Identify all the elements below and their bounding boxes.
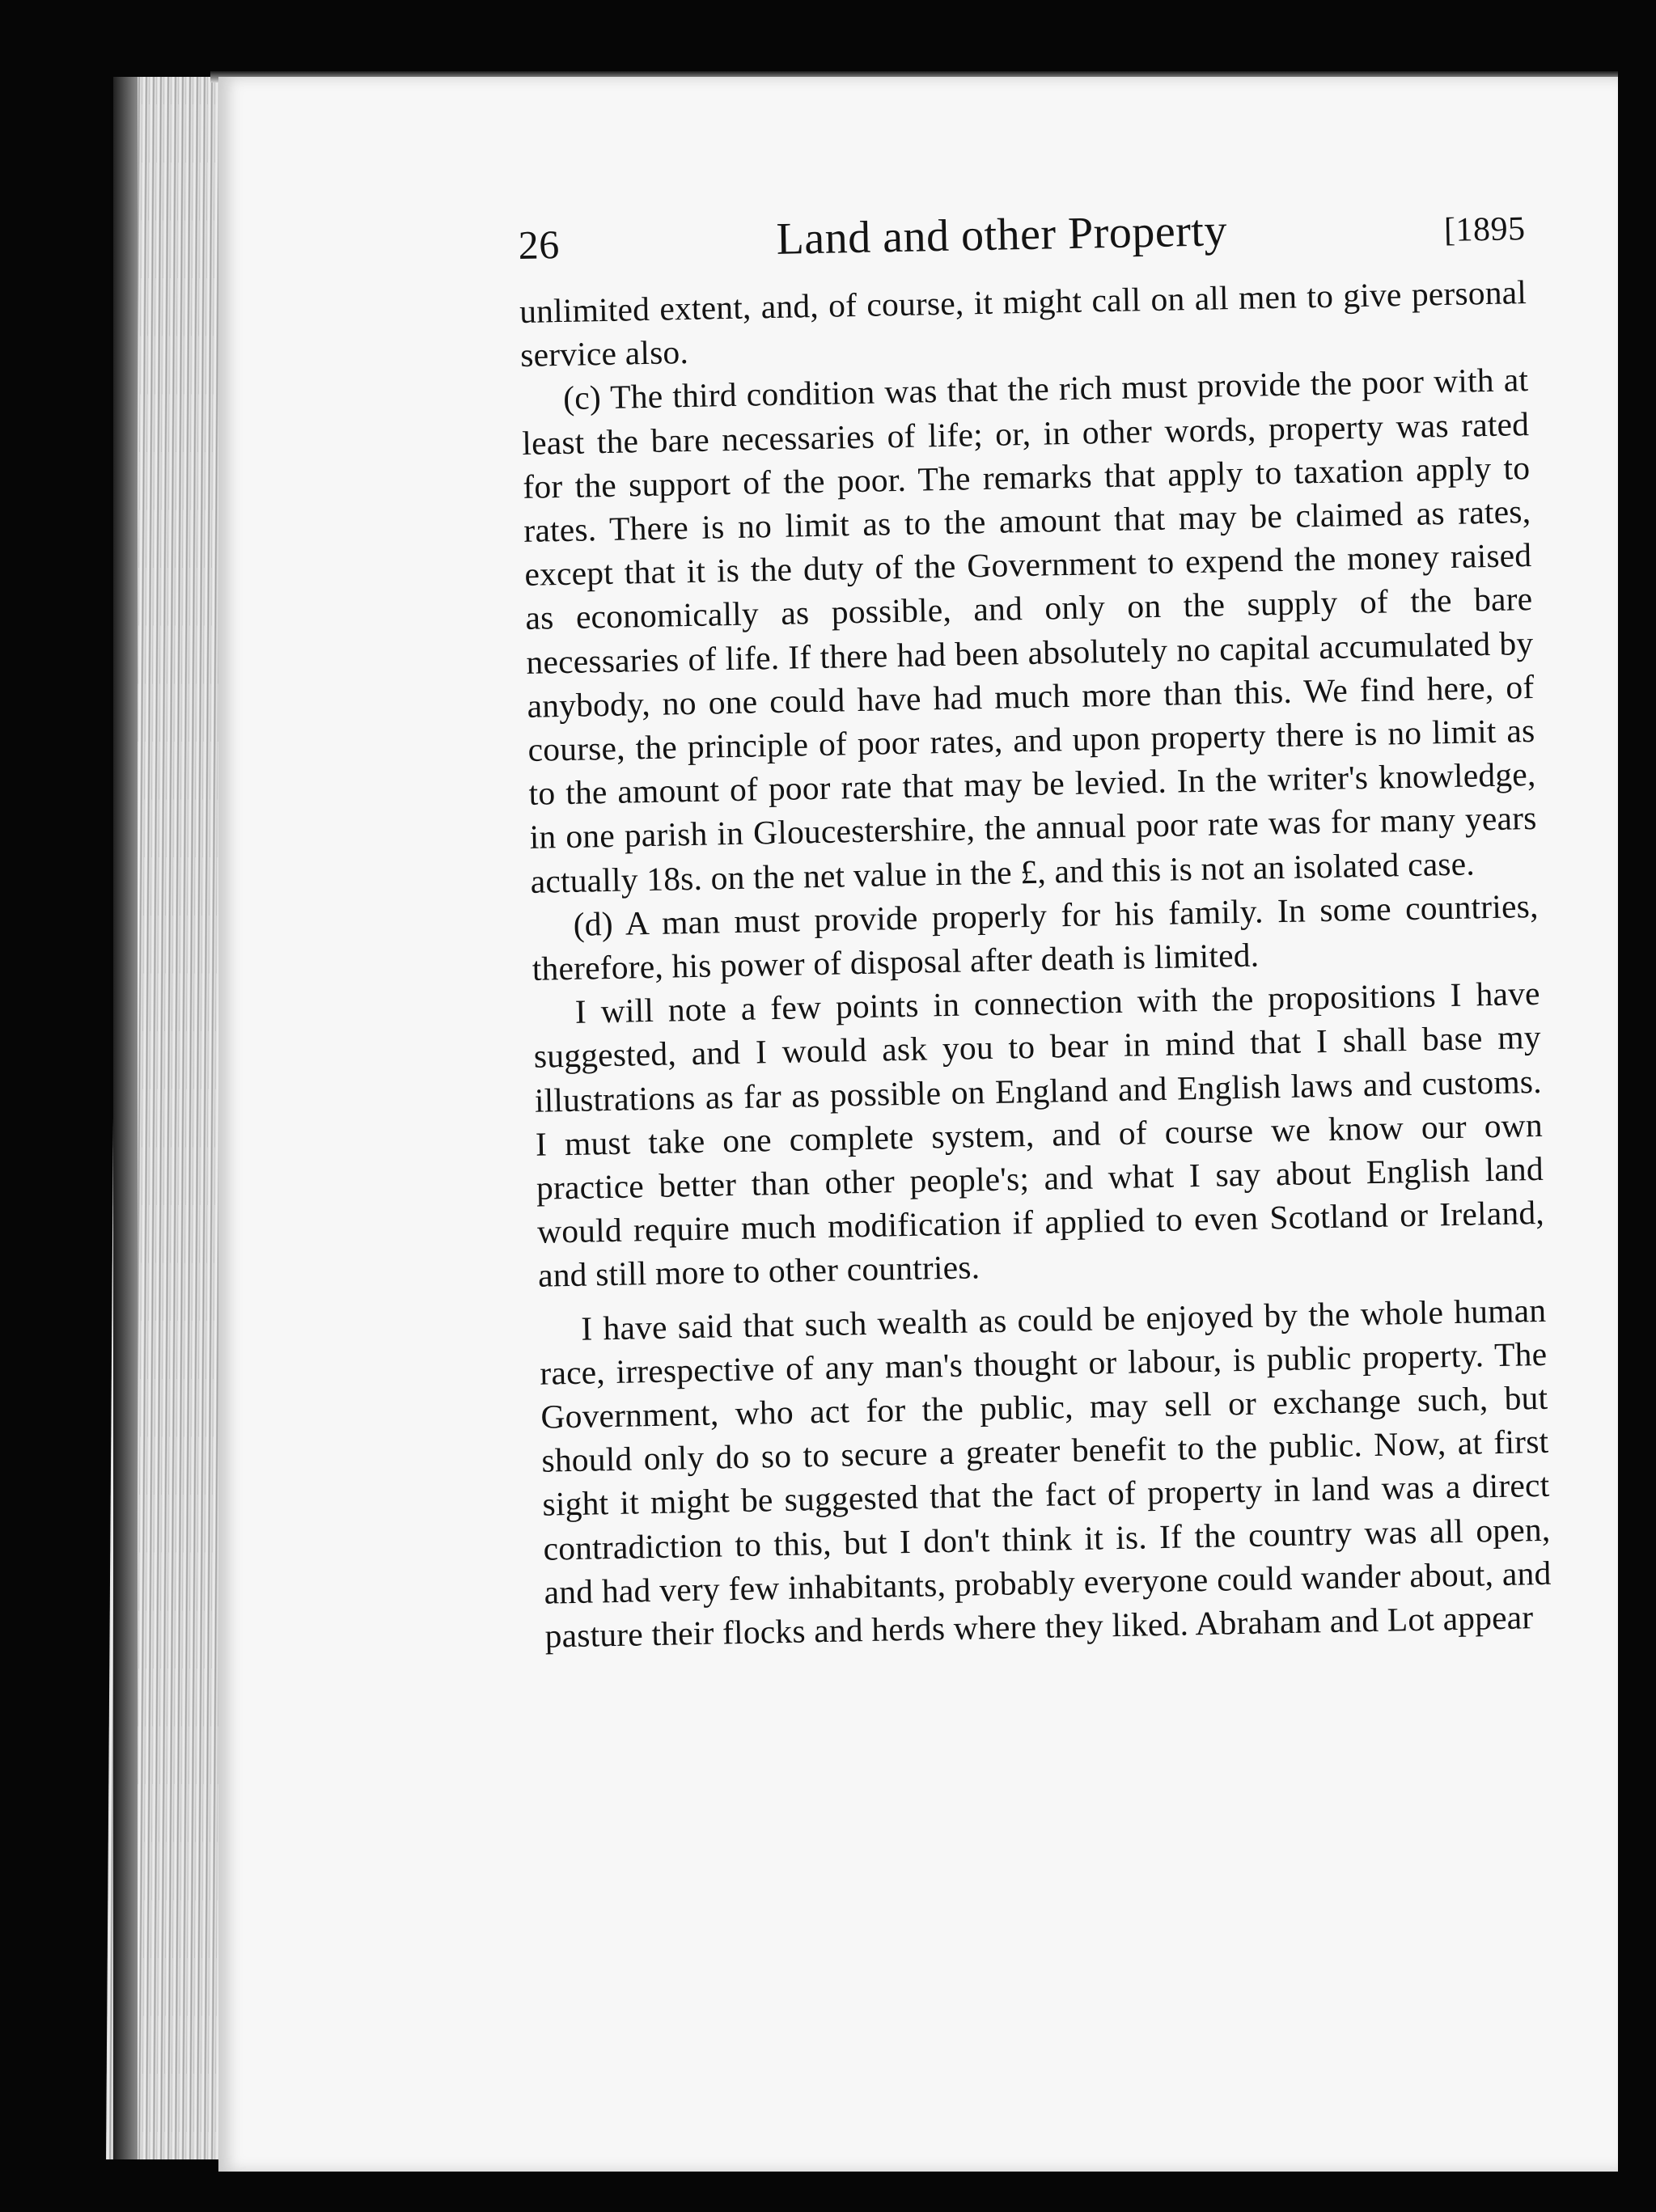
running-year: [1895 — [1443, 210, 1526, 250]
paragraph-continuation: unlimited extent, and, of course, it might call on all men to give personal service also. — [519, 273, 1527, 374]
page-number: 26 — [518, 222, 561, 268]
paragraph-public-property: I have said that such wealth as could be enjoyed by the whole human race, irrespective of any man's thought or labour, is public property. The Government, who act for the public, may sell or exchange such, but should only do so to secure a greater benefit to the public. Now, at first sight it might be suggested that the fact of property in land was a direct contradiction to this, but I don't think it is. If the country was all open, and had very few inhabitants, probably everyone could wander about, and pasture their flocks and herds where they liked. Abraham and Lot appear — [539, 1291, 1552, 1655]
running-title: Land and other Property — [776, 205, 1228, 264]
text-block — [518, 199, 1552, 1658]
paragraph-condition-c: (c) The third condition was that the rich must provide the poor with at least the bare necessaries of life; or, in other words, property was rated for the support of the poor. The remarks that apply to taxation apply to rates. There is no limit as to the amount that may be claimed as rates, except that it is the duty of the Government to expend the money raised as economically as possible, and only on the supply of the bare necessaries of life. If there had been absolutely no capital accumulated by anybody, no one could have had much more than this. We find here, of course, the principle of poor rates, and upon property there is no limit as to the amount of poor rate that may be levied. In the writer's knowledge, in one parish in Gloucestershire, the annual poor rate was for many years actually 18s. on the net value in the £, and this is not an isolated case. — [521, 361, 1537, 900]
paragraph-points: I will note a few points in connection with the propositions I have suggested, and I would ask you to bear in mind that I shall base my illustrations as far as possible on England and English laws and customs. I must take one complete system, and of course we know our own practice better than other people's; and what I say about English land would require much modification if applied to even Scotland or Ireland, and still more to other countries. — [533, 975, 1545, 1295]
book-spine-shadow — [113, 77, 138, 2159]
paragraph-condition-d: (d) A man must provide properly for his family. In some countries, therefore, his power of disposal after death is limited. — [532, 886, 1539, 988]
